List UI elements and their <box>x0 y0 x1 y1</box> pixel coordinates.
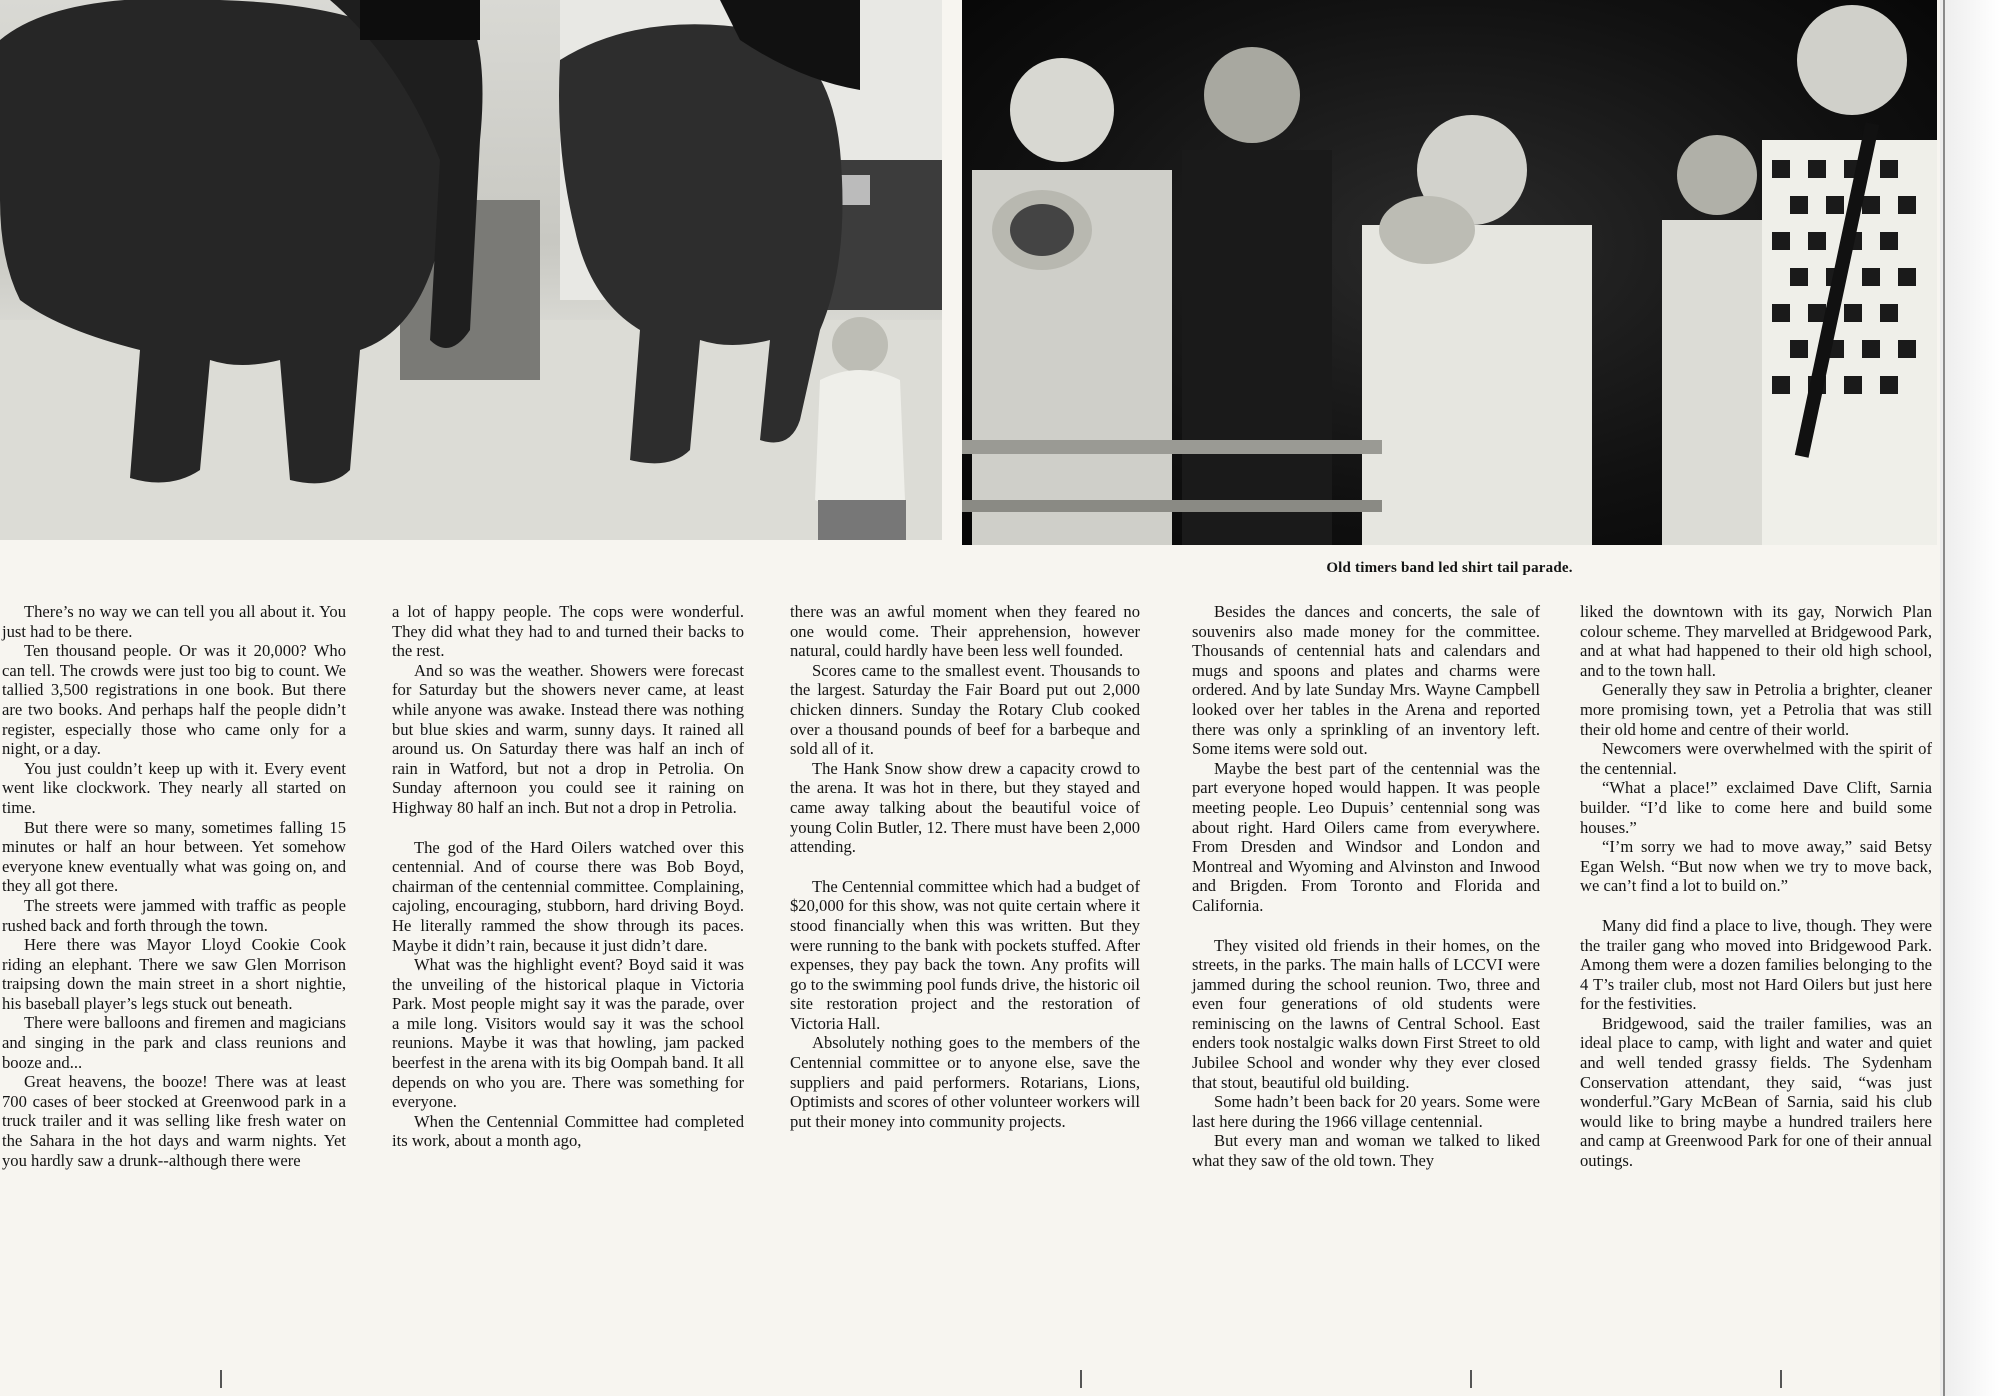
scan-mark <box>220 1370 222 1388</box>
paragraph: a lot of happy people. The cops were wonderful. They did what they had to and turned their backs to the rest. <box>392 602 744 661</box>
paragraph: When the Centennial Committee had completed its work, about a month ago, <box>392 1111 744 1151</box>
paragraph: there was an awful moment when they feared no one would come. Their apprehension, however natural, could hardly have been less well founded. <box>790 602 1140 661</box>
photo-caption: Old timers band led shirt tail parade. <box>1326 560 1573 576</box>
paragraph: Great heavens, the booze! There was at least 700 cases of beer stocked at Greenwood park in a truck trailer and it was selling like fresh water on the Sahara in the hot days and warm nights. Yet you hardly saw a drunk--although there were <box>2 1072 346 1170</box>
paragraph: Some hadn’t been back for 20 years. Some were last here during the 1966 village centennial. <box>1192 1092 1540 1131</box>
article-column-5 <box>1580 602 1932 1171</box>
scan-mark <box>1780 1370 1782 1388</box>
paragraph: Bridgewood, said the trailer families, was an ideal place to camp, with light and water and quiet and well tended grassy fields. The Sydenham Conservation attendant, they said, “was just wonderful.”Gary McBean of Sarnia, said his club would like to bring maybe a hundred trailers here and camp at Greenwood Park for one of their annual outings. <box>1580 1013 1932 1171</box>
paragraph: liked the downtown with its gay, Norwich Plan colour scheme. They marvelled at Bridgewood Park, and at what had happened to their old high school, and to the town hall. <box>1580 602 1932 680</box>
paragraph: What was the highlight event? Boyd said it was the unveiling of the historical plaque in Victoria Park. Most people might say it was the parade, over a mile long. Visitors would say it was the school reunions. Maybe it was that howling, jam packed beerfest in the arena with its big Oompah band. It all depends on who you are. There was something for everyone. <box>392 955 744 1112</box>
paragraph: And so was the weather. Showers were forecast for Saturday but the showers never came, at least while anyone was awake. Instead there was nothing but blue skies and warm, sunny days. It rained all around us. On Saturday there was half an inch of rain in Watford, but not a drop in Petrolia. On Sunday afternoon you could see it raining on Highway 80 half an inch. But not a drop in Petrolia. <box>392 660 744 817</box>
paragraph: Here there was Mayor Lloyd Cookie Cook riding an elephant. There we saw Glen Morrison traipsing down the main street in a short nightie, his baseball player’s legs stuck out beneath. <box>2 935 346 1013</box>
paragraph: There were balloons and firemen and magicians and singing in the park and class reunions and booze and... <box>2 1013 346 1072</box>
paragraph: Ten thousand people. Or was it 20,000? Who can tell. The crowds were just too big to count. We tallied 3,500 registrations in one book. But there are two books. And perhaps half the people didn’t register, especially those who came only for a night, or a day. <box>2 641 346 759</box>
paragraph: Absolutely nothing goes to the members of the Centennial committee or to anyone else, save the suppliers and paid performers. Rotarians, Lions, Optimists and scores of other volunteer workers will put their money into community projects. <box>790 1033 1140 1131</box>
page-fold-line <box>1943 0 1945 1396</box>
paragraph: “What a place!” exclaimed Dave Clift, Sarnia builder. “I’d like to come here and build some houses.” <box>1580 778 1932 837</box>
scan-mark <box>1470 1370 1472 1388</box>
paragraph: There’s no way we can tell you all about it. You just had to be there. <box>2 602 346 641</box>
paragraph: Maybe the best part of the centennial was the part everyone hoped would happen. It was people meeting people. Leo Dupuis’ centennial song was about right. Hard Oilers came from everywhere. From Dresden and Windsor and London and Montreal and Wyoming and Alvinston and Inwood and Brigden. From Toronto and Florida and California. <box>1192 758 1540 915</box>
paragraph: The streets were jammed with traffic as people rushed back and forth through the town. <box>2 895 346 935</box>
paragraph: The Centennial committee which had a budget of $20,000 for this show, was not quite certain where it stood financially when this was written. But they were running to the bank with pockets stuffed. After expenses, they pay back the town. Any profits will go to the swimming pool funds drive, the historic oil site restoration project and the restoration of Victoria Hall. <box>790 876 1140 1033</box>
scan-mark <box>1080 1370 1082 1388</box>
paragraph: You just couldn’t keep up with it. Every event went like clockwork. They nearly all started on time. <box>2 758 346 817</box>
paragraph: The Hank Snow show drew a capacity crowd to the arena. It was hot in there, but they stayed and came away talking about the beautiful voice of young Colin Butler, 12. There must have been 2,000 attending. <box>790 758 1140 857</box>
paragraph: Newcomers were overwhelmed with the spirit of the centennial. <box>1580 739 1932 778</box>
paragraph: Besides the dances and concerts, the sale of souvenirs also made money for the committee. Thousands of centennial hats and calendars and mugs and spoons and plates and charms were ordered. And by late Sunday Mrs. Wayne Campbell looked over her tables in the Arena and reported there was only a sprinkling of an inventory left. Some items were sold out. <box>1192 602 1540 759</box>
article-column-2 <box>392 602 744 1151</box>
paragraph: “I’m sorry we had to move away,” said Betsy Egan Welsh. “But now when we try to move back, we can’t find a lot to build on.” <box>1580 837 1932 896</box>
article-column-3 <box>790 602 1140 1131</box>
old-timers-band-photo <box>962 0 1937 545</box>
paragraph: But there were so many, sometimes falling 15 minutes or half an hour between. Yet somehow everyone knew eventually what was going on, and they all got there. <box>2 817 346 896</box>
paragraph: Scores came to the smallest event. Thousands to the largest. Saturday the Fair Board put out 2,000 chicken dinners. Sunday the Rotary Club cooked over a thousand pounds of beef for a barbeque and sold all of it. <box>790 660 1140 759</box>
elephant-parade-photo <box>0 0 942 540</box>
paragraph: Many did find a place to live, though. They were the trailer gang who moved into Bridgewood Park. Among them were a dozen families belonging to the 4 T’s trailer club, most not Hard Oilers but just here for the festivities. <box>1580 915 1932 1014</box>
paragraph: The god of the Hard Oilers watched over this centennial. And of course there was Bob Boyd, chairman of the centennial committee. Complaining, cajoling, encouraging, stubborn, hard driving Boyd. He literally rammed the show through its paces. Maybe it didn’t rain, because it just didn’t dare. <box>392 837 744 955</box>
article-column-4 <box>1192 602 1540 1171</box>
article-column-1 <box>2 602 346 1170</box>
paragraph: But every man and woman we talked to liked what they saw of the old town. They <box>1192 1131 1540 1171</box>
scan-page-edge <box>1940 0 2000 1396</box>
paragraph: Generally they saw in Petrolia a brighter, cleaner more promising town, yet a Petrolia that was still their old home and centre of their world. <box>1580 680 1932 739</box>
paragraph: They visited old friends in their homes, on the streets, in the parks. The main halls of LCCVI were jammed during the school reunion. Two, three and even four generations of old students were reminiscing on the lawns of Central School. East enders took nostalgic walks down First Street to old Jubilee School and wonder why they ever closed that stout, beautiful old building. <box>1192 935 1540 1092</box>
